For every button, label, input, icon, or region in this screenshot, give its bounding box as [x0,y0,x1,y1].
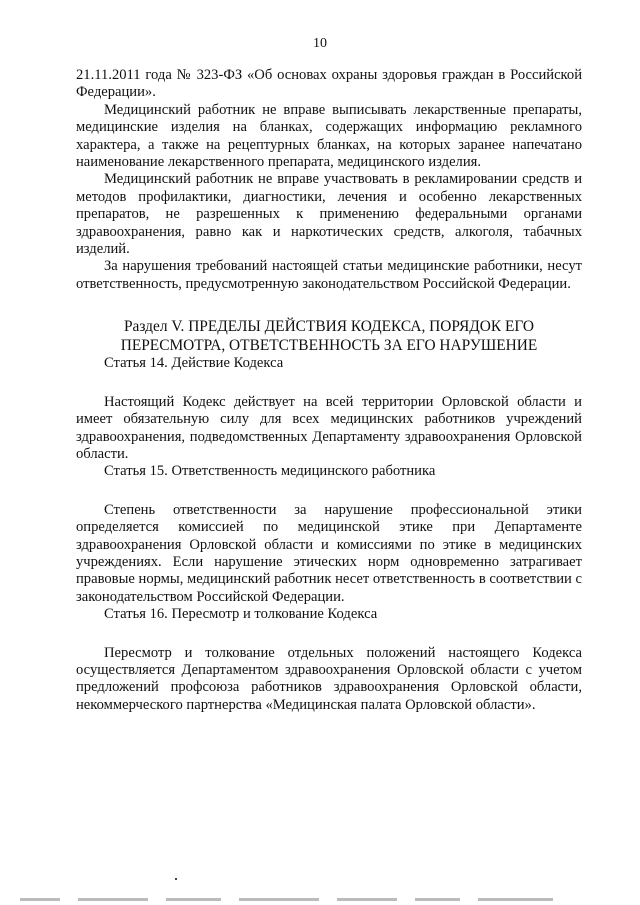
paragraph-liability: За нарушения требований настоящей статьи медицинские работники, несут ответственность, предусмотренную законодательством Российской Федерации. [76,258,582,292]
scan-artifact-line [20,898,620,905]
section-heading-line-2: ПЕРЕСМОТРА, ОТВЕТСТВЕННОСТЬ ЗА ЕГО НАРУШЕНИЕ [120,337,538,355]
article-title: Статья 15. Ответственность медицинского работника [104,463,436,480]
article-title: Статья 16. Пересмотр и толкование Кодекса [104,606,378,623]
article-text: Степень ответственности за нарушение профессиональной этики определяется комиссией по медицинской этике при Департаменте здравоохранения Орловской области и комиссиями по этике в медицинских учреждениях. Если нарушение этических норм одновременно затрагивает правовые нормы, медицинский работник несет ответственность в соответствии с законодательством Российской Федерации. [76,501,582,605]
scan-dot [175,878,177,880]
document-body [76,67,582,714]
paragraph-advertising-participation: Медицинский работник не вправе участвовать в рекламировании средств и методов профилактики, диагностики, лечения и особенно лекарственных препаратов, не разрешенных к применению федеральными органами здравоохранения, равно как и наркотических средств, алкоголя, табачных изделий. [76,171,582,258]
paragraph-continuation: 21.11.2011 года № 323-ФЗ «Об основах охраны здоровья граждан в Российской Федерации». [76,67,582,101]
article-title: Статья 14. Действие Кодекса [104,355,284,372]
page-number: 10 [313,36,327,51]
paragraph-advertising-forms: Медицинский работник не вправе выписывать лекарственные препараты, медицинские изделия на бланках, содержащих информацию рекламного характера, а также на рецептурных бланках, на которых заранее напечатано наименование лекарственного препарата, медицинского изделия. [76,101,582,171]
section-heading-line-1: Раздел V. ПРЕДЕЛЫ ДЕЙСТВИЯ КОДЕКСА, ПОРЯДОК ЕГО [123,318,535,336]
article-text: Пересмотр и толкование отдельных положений настоящего Кодекса осуществляется Департаментом здравоохранения Орловской области с учетом предложений профсоюза работников здравоохранения Орловской области, некоммерческого партнерства «Медицинская палата Орловской области». [76,644,582,713]
section-heading [76,317,582,355]
article-text: Настоящий Кодекс действует на всей территории Орловской области и имеет обязательную силу для всех медицинских работников учреждений здравоохранения, подведомственных Департаменту здравоохранения Орловской области. [76,393,582,462]
